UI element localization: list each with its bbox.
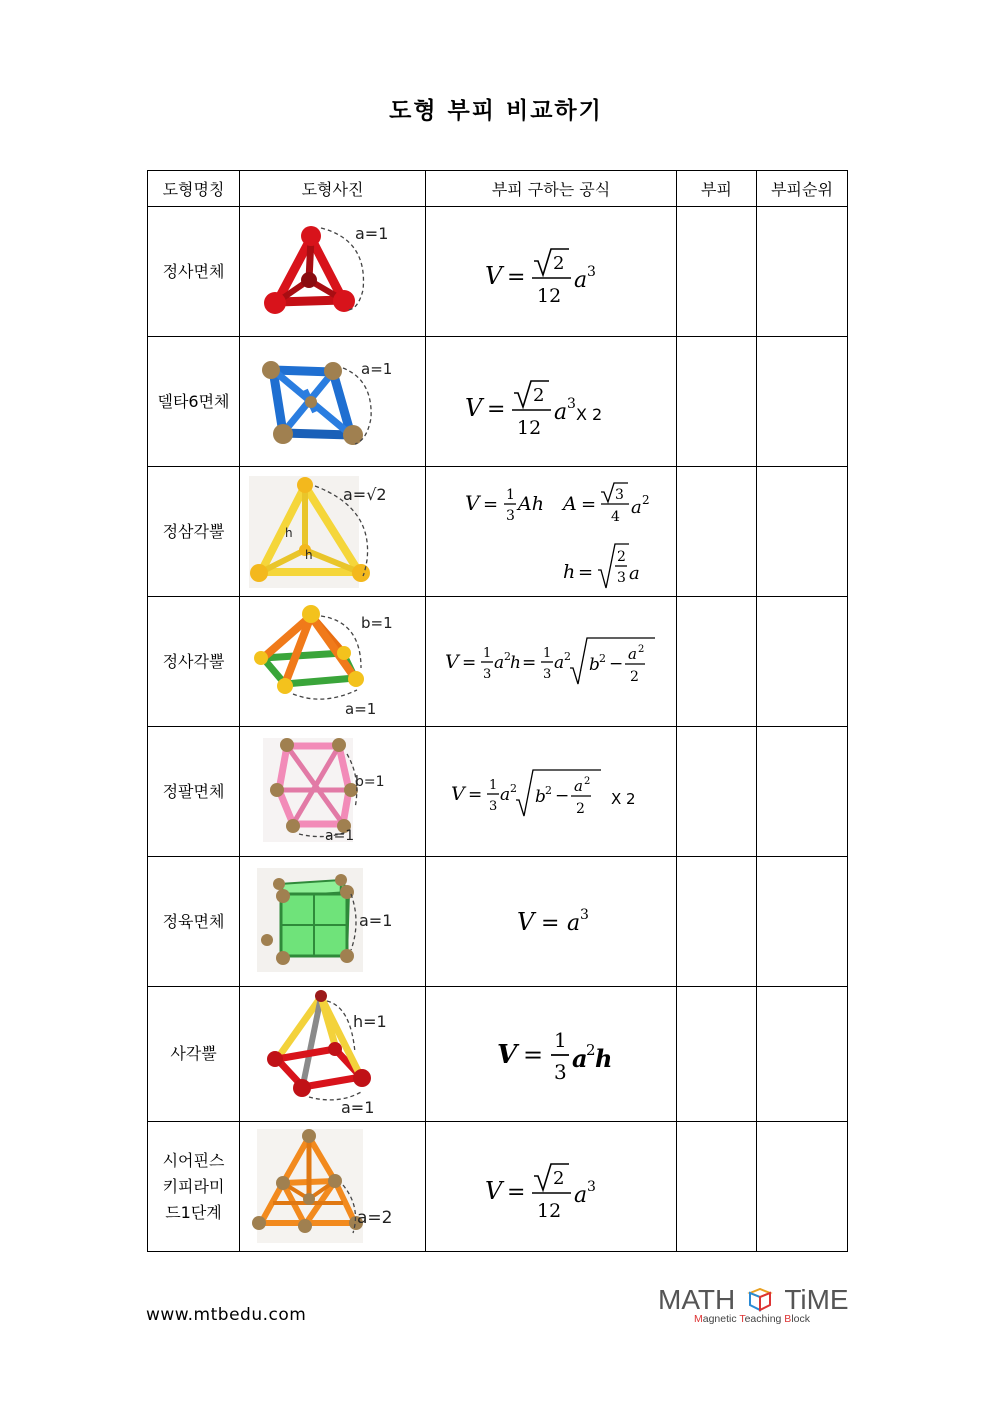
svg-text:a: a [554, 652, 565, 673]
shape-photo [240, 467, 426, 597]
volume-comparison-table [147, 170, 848, 1252]
svg-text:2: 2 [599, 651, 606, 665]
svg-text:1: 1 [483, 645, 492, 661]
edge-label: a=1 [324, 827, 354, 844]
height-label: h [284, 525, 293, 540]
svg-text:a: a [494, 652, 505, 673]
shape-name: 사각뿔 [148, 987, 240, 1122]
table-row [148, 1122, 848, 1252]
formula-delta-hexahedron [431, 362, 671, 442]
volume-value[interactable] [677, 987, 757, 1122]
svg-text:=: = [581, 493, 597, 515]
octahedron-photo [243, 728, 423, 852]
svg-text:2: 2 [545, 783, 552, 797]
table-row [148, 467, 848, 597]
svg-text:h: h [510, 652, 521, 673]
volume-rank[interactable] [757, 597, 848, 727]
volume-rank[interactable] [757, 337, 848, 467]
edge-label: a=1 [358, 910, 392, 930]
volume-value[interactable] [677, 337, 757, 467]
triangular-pyramid-photo [243, 468, 423, 592]
svg-text:V: V [485, 261, 503, 290]
volume-formula [426, 597, 677, 727]
logo-text-left: MATH [658, 1284, 736, 1315]
svg-text:2: 2 [533, 384, 545, 406]
volume-rank[interactable] [757, 727, 848, 857]
volume-formula [426, 207, 677, 337]
formula-octahedron [431, 752, 671, 832]
cube-photo [243, 858, 423, 982]
svg-text:−: − [555, 785, 570, 806]
svg-text:2: 2 [553, 1167, 565, 1189]
edge-label: a=1 [354, 223, 388, 243]
edge-label: a=1 [340, 1098, 374, 1117]
shape-photo [240, 987, 426, 1122]
shape-name: 델타6면체 [148, 337, 240, 467]
svg-text:=: = [487, 396, 506, 422]
formula-triangular-pyramid [431, 470, 671, 594]
shape-photo [240, 337, 426, 467]
svg-text:a: a [574, 1182, 588, 1208]
volume-rank[interactable] [757, 987, 848, 1122]
shape-photo [240, 1122, 426, 1252]
svg-text:h: h [563, 560, 576, 583]
volume-value[interactable] [677, 727, 757, 857]
shape-photo [240, 727, 426, 857]
formula-square-pyramid [431, 622, 671, 702]
svg-text:a: a [631, 496, 642, 518]
volume-formula [426, 987, 677, 1122]
svg-text:=: = [578, 561, 594, 583]
svg-text:a: a [500, 784, 511, 805]
svg-text:3: 3 [587, 1178, 596, 1195]
svg-text:a: a [572, 1044, 588, 1073]
math-time-logo [658, 1284, 848, 1328]
shape-name: 정삼각뿔 [148, 467, 240, 597]
svg-text:a: a [567, 910, 581, 936]
header-shape-photo: 도형사진 [240, 171, 426, 207]
edge-label: a=1 [344, 699, 376, 718]
svg-text:3: 3 [567, 395, 576, 412]
svg-text:1: 1 [489, 777, 498, 793]
svg-text:3: 3 [489, 798, 498, 814]
header-volume: 부피 [677, 171, 757, 207]
edge-label: b=1 [354, 773, 385, 790]
svg-text:b: b [589, 654, 600, 675]
svg-text:2: 2 [553, 252, 565, 274]
svg-text:=: = [522, 652, 537, 673]
shape-name-line: 시어핀스 [162, 1150, 225, 1170]
svg-text:=: = [541, 910, 560, 936]
footer-website-link[interactable]: www.mtbedu.com [146, 1305, 307, 1325]
edge-label: a=√2 [342, 484, 387, 504]
svg-text:h: h [595, 1044, 613, 1073]
logo-text-right: TiME [784, 1284, 849, 1315]
svg-text:2: 2 [510, 781, 517, 795]
svg-text:=: = [468, 784, 483, 805]
shape-photo [240, 597, 426, 727]
svg-text:2: 2 [617, 548, 626, 565]
shape-name: 정사면체 [148, 207, 240, 337]
svg-text:3: 3 [617, 569, 626, 586]
svg-text:V: V [465, 490, 480, 515]
square-pyramid-photo [243, 598, 423, 722]
svg-text:2: 2 [576, 800, 585, 817]
svg-text:2: 2 [504, 649, 511, 663]
svg-text:12: 12 [537, 1199, 562, 1222]
volume-value[interactable] [677, 597, 757, 727]
svg-text:a: a [628, 644, 637, 663]
svg-text:3: 3 [554, 1060, 567, 1084]
shape-name: 정육면체 [148, 857, 240, 987]
svg-text:=: = [507, 264, 526, 290]
svg-text:a: a [629, 562, 640, 584]
volume-value[interactable] [677, 207, 757, 337]
edge-label: a=2 [356, 1207, 392, 1228]
table-row [148, 207, 848, 337]
shape-name-line: 드1단계 [165, 1202, 222, 1222]
delta-hexahedron-photo [243, 340, 423, 460]
table-row [148, 727, 848, 857]
shape-photo [240, 207, 426, 337]
svg-text:V: V [445, 650, 459, 673]
page-title: 도형 부피 비교하기 [389, 98, 603, 124]
svg-text:2: 2 [564, 649, 571, 663]
svg-text:V: V [451, 782, 465, 805]
svg-text:12: 12 [517, 416, 542, 439]
formula-rectangular-pyramid [431, 1009, 671, 1099]
formula-cube [431, 882, 671, 962]
svg-text:b: b [535, 786, 546, 807]
formula-tetrahedron [431, 232, 671, 312]
svg-text:A: A [563, 492, 577, 515]
svg-text:2: 2 [630, 668, 639, 685]
header-volume-formula: 부피 구하는 공식 [426, 171, 677, 207]
volume-rank[interactable] [757, 1122, 848, 1252]
svg-text:12: 12 [537, 284, 562, 307]
cube-logo-icon [743, 1287, 777, 1311]
shape-name: 정사각뿔 [148, 597, 240, 727]
shape-name: 정팔면체 [148, 727, 240, 857]
svg-text:3: 3 [580, 906, 589, 923]
edge-label: b=1 [360, 613, 393, 632]
table-row [148, 857, 848, 987]
svg-text:V: V [465, 393, 483, 422]
formula-multiplier: X 2 [576, 404, 603, 424]
svg-text:−: − [609, 653, 624, 674]
edge-label: h=1 [352, 1012, 387, 1031]
table-row [148, 987, 848, 1122]
height-label: h [304, 547, 313, 562]
logo-tagline: Magnetic Teaching Block [694, 1313, 810, 1325]
sierpinski-pyramid-photo [243, 1123, 423, 1247]
svg-text:V: V [485, 1176, 503, 1205]
volume-rank[interactable] [757, 207, 848, 337]
svg-text:3: 3 [587, 263, 596, 280]
svg-text:3: 3 [483, 666, 492, 682]
svg-text:=: = [483, 493, 499, 515]
svg-text:V: V [497, 1040, 518, 1070]
volume-rank[interactable] [757, 857, 848, 987]
edge-label: a=1 [360, 359, 392, 378]
shape-name [148, 1122, 240, 1252]
svg-text:2: 2 [638, 643, 645, 655]
shape-photo [240, 857, 426, 987]
svg-text:2: 2 [584, 775, 591, 787]
volume-formula [426, 337, 677, 467]
svg-text:a: a [554, 399, 568, 425]
formula-sierpinski [431, 1147, 671, 1227]
volume-formula [426, 467, 677, 597]
svg-text:=: = [523, 1041, 544, 1069]
svg-text:4: 4 [611, 508, 620, 525]
table-row [148, 597, 848, 727]
volume-value[interactable] [677, 467, 757, 597]
volume-formula [426, 1122, 677, 1252]
svg-text:3: 3 [615, 486, 624, 503]
svg-text:V: V [517, 907, 535, 936]
svg-text:2: 2 [642, 492, 650, 507]
svg-text:3: 3 [506, 507, 515, 524]
header-shape-name: 도형명칭 [148, 171, 240, 207]
svg-text:1: 1 [543, 645, 552, 661]
header-volume-rank: 부피순위 [757, 171, 848, 207]
formula-multiplier: X 2 [611, 789, 636, 808]
rectangular-pyramid-photo [243, 987, 423, 1117]
svg-text:1: 1 [554, 1028, 567, 1052]
volume-value[interactable] [677, 857, 757, 987]
shape-name-line: 키피라미 [162, 1176, 225, 1196]
svg-text:a: a [574, 267, 588, 293]
svg-text:=: = [507, 1179, 526, 1205]
table-header-row [148, 171, 848, 207]
tetrahedron-photo [243, 210, 423, 330]
table-row [148, 337, 848, 467]
volume-value[interactable] [677, 1122, 757, 1252]
svg-text:a: a [574, 776, 583, 795]
svg-text:1: 1 [506, 486, 515, 503]
svg-text:3: 3 [543, 666, 552, 682]
svg-text:=: = [462, 652, 477, 673]
volume-rank[interactable] [757, 467, 848, 597]
svg-text:2: 2 [586, 1041, 596, 1059]
volume-formula [426, 727, 677, 857]
svg-text:Ah: Ah [518, 492, 544, 515]
volume-formula [426, 857, 677, 987]
